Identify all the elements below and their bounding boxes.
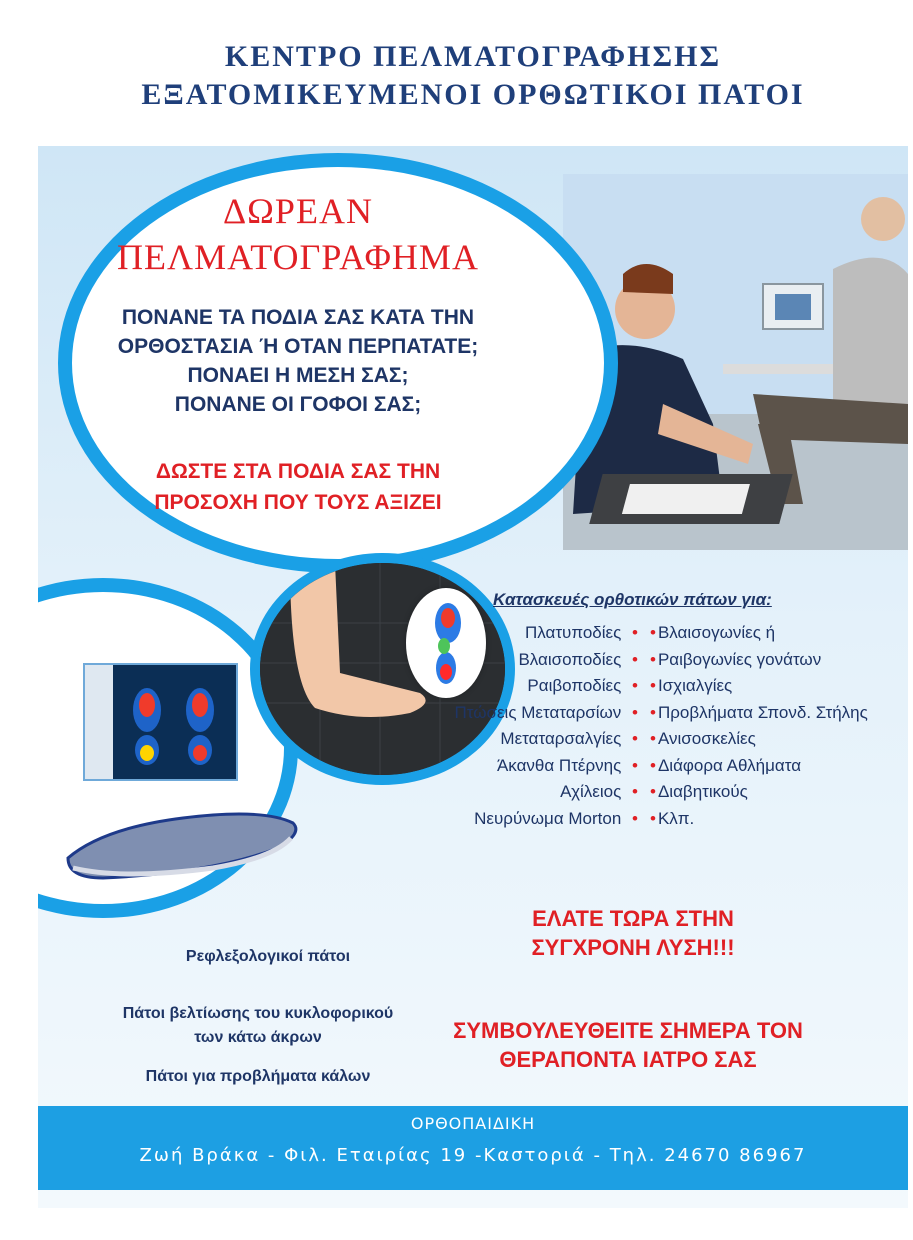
condition-item: • Βλαισογωνίες ή <box>650 620 908 647</box>
question-line: ΠΟΝΑΝΕ ΟΙ ΓΟΦΟΙ ΣΑΣ; <box>174 393 422 416</box>
care-message <box>78 456 518 518</box>
consult-doctor-message <box>398 1016 858 1074</box>
footer-business-type: ΟΡΘΟΠΑΙΔΙΚΗ <box>410 1114 536 1133</box>
flyer-page <box>38 18 908 1208</box>
pressure-map-illustration <box>85 665 236 779</box>
condition-item: • Προβλήματα Σπονδ. Στήλης <box>650 700 908 727</box>
free-offer-line-1: ΔΩΡΕΑΝ <box>223 191 373 231</box>
condition-item: Ραιβοποδίες • <box>418 673 638 700</box>
condition-item: Άκανθα Πτέρνης • <box>418 753 638 780</box>
condition-item: • Ανισοσκελίες <box>650 726 908 753</box>
come-now-line-2: ΣΥΓΧΡΟΝΗ ΛΥΣΗ!!! <box>531 935 735 960</box>
come-now-message <box>478 904 788 962</box>
come-now-line-1: ΕΛΑΤΕ ΤΩΡΑ ΣΤΗΝ <box>532 906 734 931</box>
condition-item: • Διάφορα Αθλήματα <box>650 753 908 780</box>
callus-insoles: Πάτοι για προβλήματα κάλων <box>145 1068 371 1085</box>
circulation-line-1: Πάτοι βελτίωσης του κυκλοφορικού <box>122 1005 394 1022</box>
condition-item: • Ραιβογωνίες γονάτων <box>650 647 908 674</box>
footer-banner <box>38 1106 908 1190</box>
care-line-2: ΠΡΟΣΟΧΗ ΠΟΥ ΤΟΥΣ ΑΞΙΖΕΙ <box>154 491 442 514</box>
conditions-list-right <box>650 620 908 832</box>
question-line: ΠΟΝΑΝΕ ΤΑ ΠΟΔΙΑ ΣΑΣ ΚΑΤΑ ΤΗΝ <box>121 306 475 329</box>
circulation-line-2: των κάτω άκρων <box>194 1029 322 1046</box>
question-line: ΟΡΘΟΣΤΑΣΙΑ Ή ΟΤΑΝ ΠΕΡΠΑΤΑΤΕ; <box>117 335 479 358</box>
care-line-1: ΔΩΣΤΕ ΣΤΑ ΠΟΔΙΑ ΣΑΣ ΤΗΝ <box>155 460 441 483</box>
reflexology-insoles: Ρεφλεξολογικοί πάτοι <box>185 948 351 965</box>
question-line: ΠΟΝΑΕΙ Η ΜΕΣΗ ΣΑΣ; <box>187 364 409 387</box>
consult-line-2: ΘΕΡΑΠΟΝΤΑ ΙΑΤΡΟ ΣΑΣ <box>499 1047 757 1072</box>
condition-item: • Κλπ. <box>650 806 908 833</box>
condition-item: Βλαισοποδίες • <box>418 647 638 674</box>
condition-item: Μεταταρσαλγίες • <box>418 726 638 753</box>
condition-item: Πλατυποδίες • <box>418 620 638 647</box>
pressure-map-screen <box>83 663 238 781</box>
circulation-insoles <box>98 1002 418 1050</box>
condition-item: • Ισχιαλγίες <box>650 673 908 700</box>
conditions-list-left <box>418 620 638 832</box>
flyer-header <box>38 38 908 114</box>
footer-contact: Ζωή Βράκα - Φιλ. Εταιρίας 19 -Καστοριά - Τηλ. 24670 86967 <box>139 1145 807 1166</box>
consult-line-1: ΣΥΜΒΟΥΛΕΥΘΕΙΤΕ ΣΗΜΕΡΑ ΤΟΝ <box>453 1018 803 1043</box>
insole-illustration <box>63 798 303 888</box>
orthotics-list-title: Κατασκευές ορθοτικών πάτων για: <box>493 590 772 609</box>
condition-item: • Διαβητικούς <box>650 779 908 806</box>
pain-questions <box>78 303 518 419</box>
condition-item: Αχίλειος • <box>418 779 638 806</box>
condition-item: Νευρύνωμα Morton • <box>418 806 638 833</box>
free-offer-title <box>78 188 518 280</box>
condition-item: Πτώσεις Μεταταρσίων • <box>418 700 638 727</box>
free-offer-line-2: ΠΕΛΜΑΤΟΓΡΑΦΗΜΑ <box>117 237 479 277</box>
header-line-1: ΚΕΝΤΡΟ ΠΕΛΜΑΤΟΓΡΑΦΗΣΗΣ <box>224 40 722 73</box>
header-line-2: ΕΞΑΤΟΜΙΚΕΥΜΕΝΟΙ ΟΡΘΩΤΙΚΟΙ ΠΑΤΟΙ <box>141 78 805 111</box>
